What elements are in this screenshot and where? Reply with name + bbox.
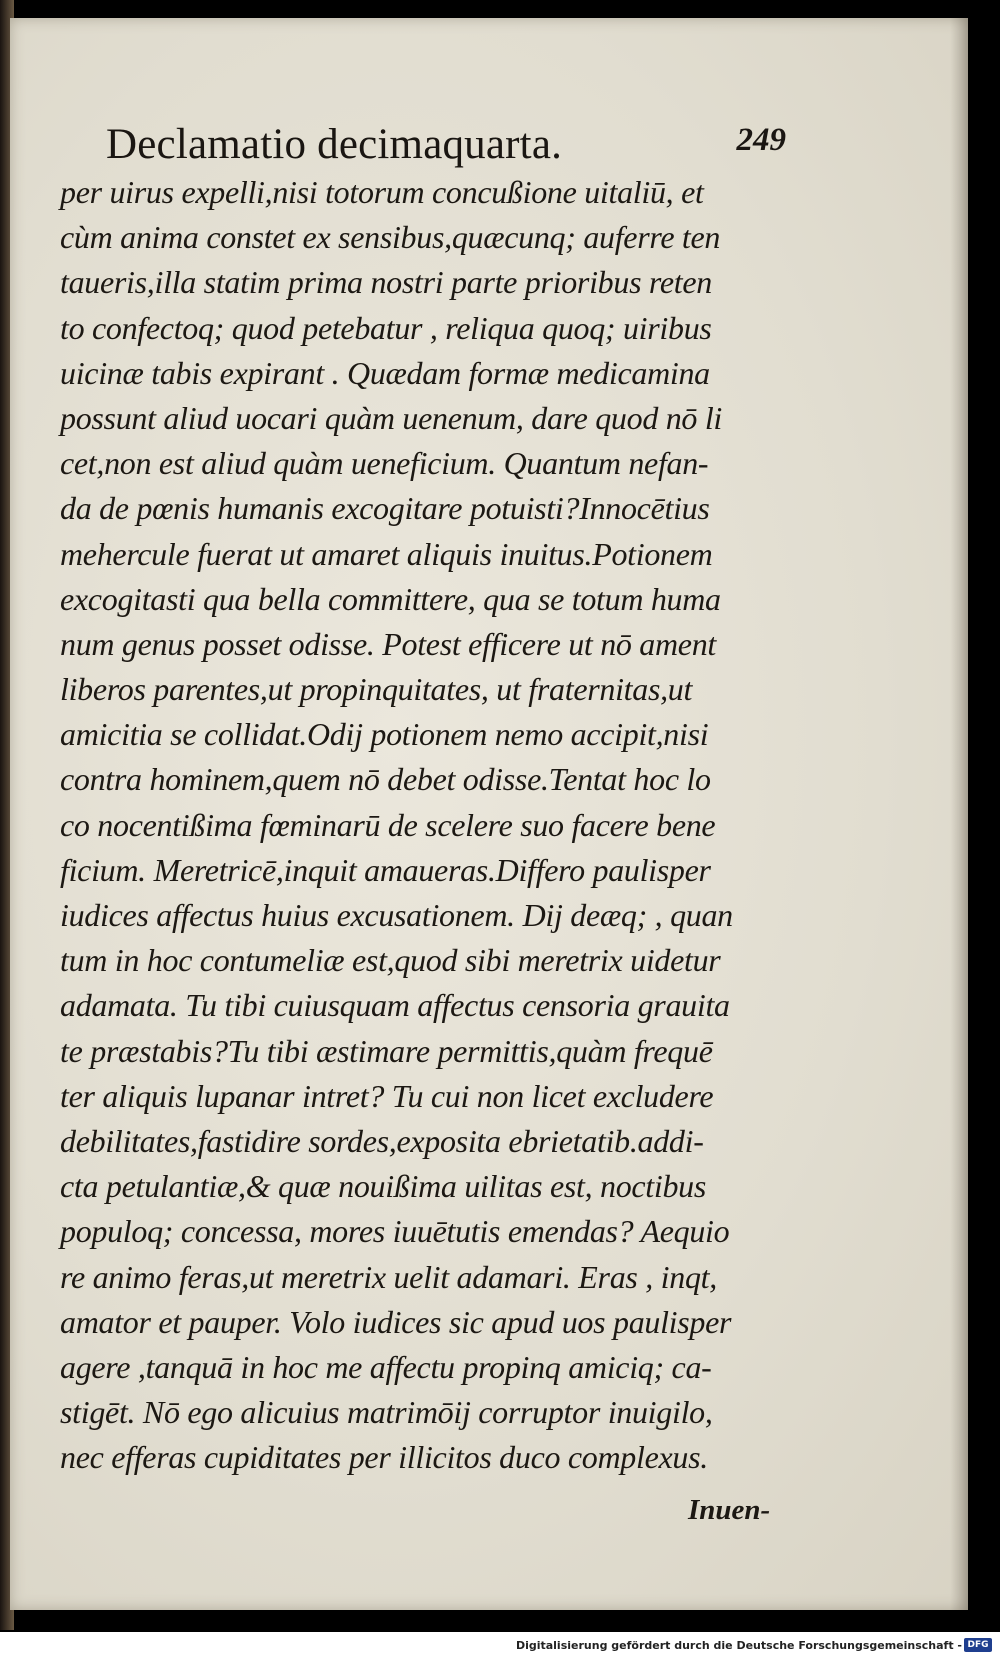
text-line: ter aliquis lupanar intret? Tu cui non licet excludere: [60, 1077, 714, 1114]
running-title: Declamatio decimaquarta.: [106, 121, 563, 168]
text-line: te præstabis?Tu tibi æstimare permittis,quàm frequē: [60, 1032, 713, 1069]
book-page: [10, 18, 968, 1610]
text-line: cta petulantiæ,& quæ nouißima uilitas est, noctibus: [60, 1168, 707, 1205]
text-line: ficium. Meretricē,inquit amaueras.Differo paulisper: [60, 851, 711, 888]
page-number: 249: [736, 122, 786, 158]
text-line: excogitasti qua bella committere, qua se totum huma: [60, 580, 721, 617]
text-line: co nocentißima fœminarū de scelere suo facere bene: [60, 806, 716, 843]
dfg-logo: DFG: [964, 1638, 992, 1652]
page-gutter-shadow: [950, 18, 968, 1610]
text-line: amicitia se collidat.Odij potionem nemo accipit,nisi: [60, 716, 709, 753]
text-line: da de pœnis humanis excogitare potuisti?Innocētius: [60, 490, 710, 527]
text-line: per uirus expelli,nisi totorum concußione uitaliū, et: [60, 174, 704, 210]
text-line: agere ,tanquā in hoc me affectu propinq amiciq; ca-: [60, 1348, 712, 1385]
text-line: iudices affectus huius excusationem. Dij deæq; , quan: [60, 897, 733, 933]
text-line: liberos parentes,ut propinquitates, ut fraternitas,ut: [60, 671, 693, 708]
running-head: [106, 106, 786, 176]
text-line: num genus posset odisse. Potest efficere ut nō ament: [60, 625, 716, 662]
body-text: [60, 170, 795, 1480]
text-line: populoq; concessa, mores iuuētutis emendas? Aequio: [60, 1213, 730, 1250]
text-line: debilitates,fastidire sordes,exposita ebrietatib.addi-: [60, 1122, 704, 1159]
funding-credit: Digitalisierung gefördert durch die Deutsche Forschungsgemeinschaft -: [515, 1639, 962, 1652]
text-line: uicinæ tabis expirant . Quædam formæ medicamina: [60, 354, 710, 391]
text-line: contra hominem,quem nō debet odisse.Tentat hoc lo: [60, 761, 711, 798]
text-line: cet,non est aliud quàm ueneficium. Quantum nefan-: [60, 445, 709, 482]
text-line: re animo feras,ut meretrix uelit adamari. Eras , inqt,: [60, 1258, 717, 1295]
text-line: mehercule fuerat ut amaret aliquis inuitus.Potionem: [60, 535, 713, 572]
text-line: amator et pauper. Volo iudices sic apud uos paulisper: [60, 1303, 732, 1340]
catchword: Inuen-: [688, 1494, 771, 1526]
text-line: nec efferas cupiditates per illicitos duco complexus.: [60, 1439, 708, 1476]
text-line: to confectoq; quod petebatur , reliqua quoq; uiribus: [60, 309, 712, 346]
text-line: taueris,illa statim prima nostri parte prioribus reten: [60, 264, 712, 301]
text-line: stigēt. Nō ego alicuius matrimōij corruptor inuigilo,: [60, 1394, 713, 1431]
text-line: adamata. Tu tibi cuiusquam affectus censoria grauita: [60, 987, 730, 1024]
footer-bar: [0, 1632, 1000, 1662]
text-line: tum in hoc contumeliæ est,quod sibi meretrix uidetur: [60, 942, 721, 979]
text-line: cùm anima constet ex sensibus,quæcunq; auferre ten: [60, 219, 721, 256]
text-line: possunt aliud uocari quàm uenenum, dare quod nō li: [60, 399, 723, 436]
